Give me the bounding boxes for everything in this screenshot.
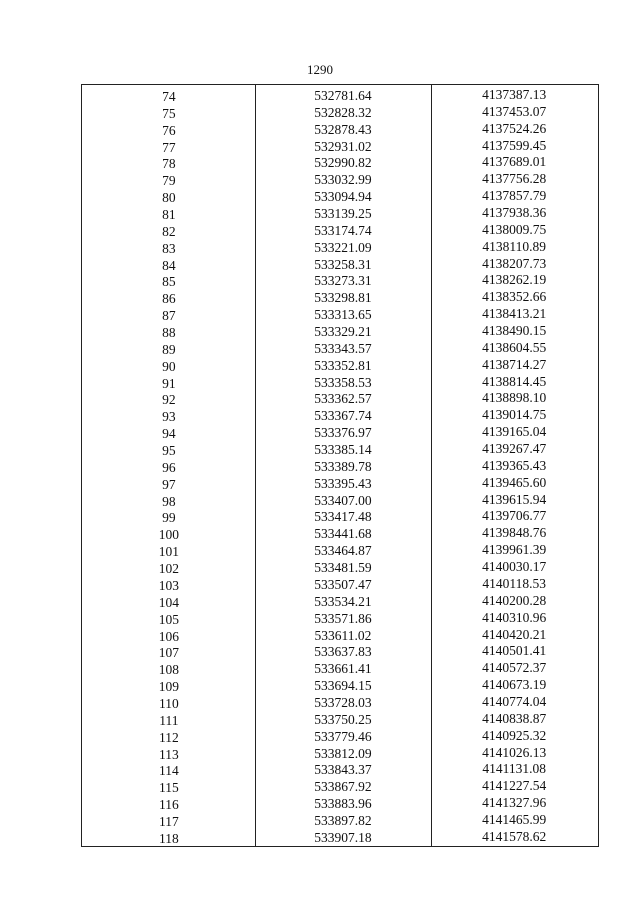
y-coordinate: 4140925.32 (482, 727, 547, 743)
table-row (82, 694, 598, 710)
table-row (82, 559, 598, 575)
table-row (82, 812, 598, 828)
point-number: 83 (162, 240, 176, 256)
y-coordinate: 4138009.75 (482, 221, 547, 237)
point-number: 109 (158, 679, 179, 695)
y-coordinate: 4139365.43 (482, 457, 547, 473)
x-coordinate: 533694.15 (314, 678, 372, 694)
y-coordinate: 4137756.28 (482, 171, 547, 187)
table-row (82, 728, 598, 744)
y-coordinate: 4139267.47 (482, 441, 547, 457)
table-row (82, 121, 598, 137)
point-number: 98 (162, 493, 176, 509)
y-coordinate: 4138490.15 (482, 323, 547, 339)
y-coordinate: 4140501.41 (482, 643, 547, 659)
x-coordinate: 533221.09 (314, 239, 372, 255)
y-coordinate: 4138207.73 (482, 255, 547, 271)
x-coordinate: 533094.94 (314, 189, 372, 205)
x-coordinate: 533464.87 (314, 543, 372, 559)
point-number: 90 (162, 358, 176, 374)
point-number: 102 (158, 561, 179, 577)
x-coordinate: 533313.65 (314, 307, 372, 323)
x-coordinate: 533779.46 (314, 728, 372, 744)
y-coordinate: 4137938.36 (482, 205, 547, 221)
x-coordinate: 532878.43 (314, 121, 372, 137)
point-number: 94 (162, 426, 176, 442)
point-number: 114 (158, 763, 179, 779)
y-coordinate: 4138110.89 (482, 238, 546, 254)
x-coordinate: 533343.57 (314, 340, 372, 356)
point-number: 85 (162, 274, 176, 290)
point-number: 97 (162, 476, 176, 492)
point-number: 82 (162, 223, 176, 239)
point-number: 80 (162, 190, 176, 206)
point-number: 79 (162, 173, 176, 189)
x-coordinate: 533367.74 (314, 408, 372, 424)
y-coordinate: 4140118.53 (482, 575, 546, 591)
x-coordinate: 533571.86 (314, 610, 372, 626)
point-number: 87 (162, 308, 176, 324)
x-coordinate: 533637.83 (314, 644, 372, 660)
y-coordinate: 4139465.60 (482, 474, 547, 490)
table-row (82, 542, 598, 558)
table-row (82, 829, 598, 845)
y-coordinate: 4140420.21 (482, 626, 547, 642)
table-row (82, 525, 598, 541)
x-coordinate: 533867.92 (314, 779, 372, 795)
point-number: 110 (158, 695, 179, 711)
point-number: 76 (162, 122, 176, 138)
y-coordinate: 4138604.55 (482, 339, 547, 355)
y-coordinate: 4140673.19 (482, 677, 547, 693)
point-number: 108 (158, 662, 179, 678)
table-row (82, 171, 598, 187)
x-coordinate: 533298.81 (314, 290, 372, 306)
x-coordinate: 533812.09 (314, 745, 372, 761)
x-coordinate: 532828.32 (314, 104, 372, 120)
point-number: 78 (162, 156, 176, 172)
y-coordinate: 4137524.26 (482, 120, 547, 136)
x-coordinate: 533389.78 (314, 458, 372, 474)
x-coordinate: 533843.37 (314, 762, 372, 778)
table-row (82, 323, 598, 339)
x-coordinate: 533907.18 (314, 829, 372, 845)
table-row (82, 593, 598, 609)
table-row (82, 441, 598, 457)
table-row (82, 289, 598, 305)
table-body (82, 85, 598, 846)
y-coordinate: 4141227.54 (482, 778, 547, 794)
x-coordinate: 533507.47 (314, 576, 372, 592)
x-coordinate: 533352.81 (314, 357, 372, 373)
table-row (82, 154, 598, 170)
point-number: 77 (162, 139, 176, 155)
y-coordinate: 4137857.79 (482, 188, 547, 204)
y-coordinate: 4138898.10 (482, 390, 547, 406)
x-coordinate: 532781.64 (314, 88, 372, 103)
table-row (82, 610, 598, 626)
point-number: 111 (159, 712, 179, 728)
table-row (82, 627, 598, 643)
point-number: 118 (158, 830, 179, 846)
x-coordinate: 533441.68 (314, 526, 372, 542)
y-coordinate: 4138814.45 (482, 373, 547, 389)
table-row (82, 424, 598, 440)
table-row (82, 87, 598, 103)
point-number: 101 (158, 544, 179, 560)
x-coordinate: 533728.03 (314, 694, 372, 710)
point-number: 74 (162, 89, 176, 104)
table-row (82, 761, 598, 777)
table-row (82, 306, 598, 322)
point-number: 84 (162, 257, 176, 273)
x-coordinate: 533661.41 (314, 661, 372, 677)
table-row (82, 138, 598, 154)
table-row (82, 458, 598, 474)
point-number: 91 (162, 375, 176, 391)
y-coordinate: 4138413.21 (482, 306, 547, 322)
table-row (82, 492, 598, 508)
table-row (82, 745, 598, 761)
y-coordinate: 4139706.77 (482, 508, 547, 524)
x-coordinate: 533407.00 (314, 492, 372, 508)
point-number: 107 (158, 645, 179, 661)
x-coordinate: 533273.31 (314, 273, 372, 289)
table-row (82, 475, 598, 491)
y-coordinate: 4138352.66 (482, 289, 547, 305)
y-coordinate: 4139848.76 (482, 525, 547, 541)
x-coordinate: 533358.53 (314, 374, 372, 390)
x-coordinate: 533417.48 (314, 509, 372, 525)
point-number: 89 (162, 341, 176, 357)
x-coordinate: 533897.82 (314, 812, 372, 828)
y-coordinate: 4140310.96 (482, 609, 547, 625)
table-row (82, 256, 598, 272)
y-coordinate: 4137453.07 (482, 103, 547, 119)
y-coordinate: 4139961.39 (482, 542, 547, 558)
x-coordinate: 533376.97 (314, 425, 372, 441)
table-row (82, 660, 598, 676)
point-number: 92 (162, 392, 176, 408)
y-coordinate: 4140200.28 (482, 592, 547, 608)
y-coordinate: 4140774.04 (482, 693, 547, 709)
point-number: 96 (162, 459, 176, 475)
table-row (82, 374, 598, 390)
point-number: 115 (158, 780, 179, 796)
x-coordinate: 533481.59 (314, 560, 372, 576)
x-coordinate: 533258.31 (314, 256, 372, 272)
point-number: 105 (158, 611, 179, 627)
coordinates-table (81, 84, 599, 847)
page-number: 1290 (307, 62, 333, 77)
x-coordinate: 533362.57 (314, 391, 372, 407)
y-coordinate: 4139014.75 (482, 407, 547, 423)
point-number: 113 (158, 746, 179, 762)
x-coordinate: 533750.25 (314, 711, 372, 727)
point-number: 95 (162, 443, 176, 459)
table-row (82, 357, 598, 373)
y-coordinate: 4141026.13 (482, 744, 547, 760)
y-coordinate: 4140572.37 (482, 660, 547, 676)
table-row (82, 205, 598, 221)
table-row (82, 643, 598, 659)
point-number: 103 (158, 577, 179, 593)
y-coordinate: 4140030.17 (482, 559, 547, 575)
table-row (82, 778, 598, 794)
table-row (82, 407, 598, 423)
y-coordinate: 4137387.13 (482, 87, 547, 102)
x-coordinate: 533174.74 (314, 222, 372, 238)
table-row (82, 272, 598, 288)
y-coordinate: 4140838.87 (482, 710, 547, 726)
x-coordinate: 533329.21 (314, 324, 372, 340)
table-row (82, 104, 598, 120)
x-coordinate: 532931.02 (314, 138, 372, 154)
point-number: 93 (162, 409, 176, 425)
y-coordinate: 4137599.45 (482, 137, 547, 153)
point-number: 100 (158, 527, 179, 543)
y-coordinate: 4139615.94 (482, 491, 547, 507)
table-row (82, 795, 598, 811)
x-coordinate: 532990.82 (314, 155, 372, 171)
y-coordinate: 4141327.96 (482, 795, 547, 811)
y-coordinate: 4141131.08 (482, 761, 546, 777)
x-coordinate: 533395.43 (314, 475, 372, 491)
point-number: 88 (162, 325, 176, 341)
table-row (82, 576, 598, 592)
point-number: 116 (158, 797, 179, 813)
point-number: 106 (158, 628, 179, 644)
table-row (82, 390, 598, 406)
table-row (82, 222, 598, 238)
x-coordinate: 533032.99 (314, 172, 372, 188)
table-row (82, 711, 598, 727)
y-coordinate: 4141578.62 (482, 828, 547, 844)
x-coordinate: 533385.14 (314, 442, 372, 458)
x-coordinate: 533534.21 (314, 593, 372, 609)
table-row (82, 188, 598, 204)
y-coordinate: 4138714.27 (482, 356, 547, 372)
point-number: 75 (162, 105, 176, 121)
point-number: 117 (158, 813, 179, 829)
x-coordinate: 533611.02 (314, 627, 372, 643)
table-row (82, 239, 598, 255)
y-coordinate: 4137689.01 (482, 154, 547, 170)
point-number: 112 (158, 729, 179, 745)
table-row (82, 340, 598, 356)
point-number: 99 (162, 510, 176, 526)
x-coordinate: 533883.96 (314, 796, 372, 812)
point-number: 81 (162, 207, 176, 223)
x-coordinate: 533139.25 (314, 206, 372, 222)
table-row (82, 677, 598, 693)
point-number: 86 (162, 291, 176, 307)
point-number: 104 (158, 594, 179, 610)
y-coordinate: 4138262.19 (482, 272, 547, 288)
y-coordinate: 4139165.04 (482, 424, 547, 440)
y-coordinate: 4141465.99 (482, 811, 547, 827)
table-row (82, 508, 598, 524)
